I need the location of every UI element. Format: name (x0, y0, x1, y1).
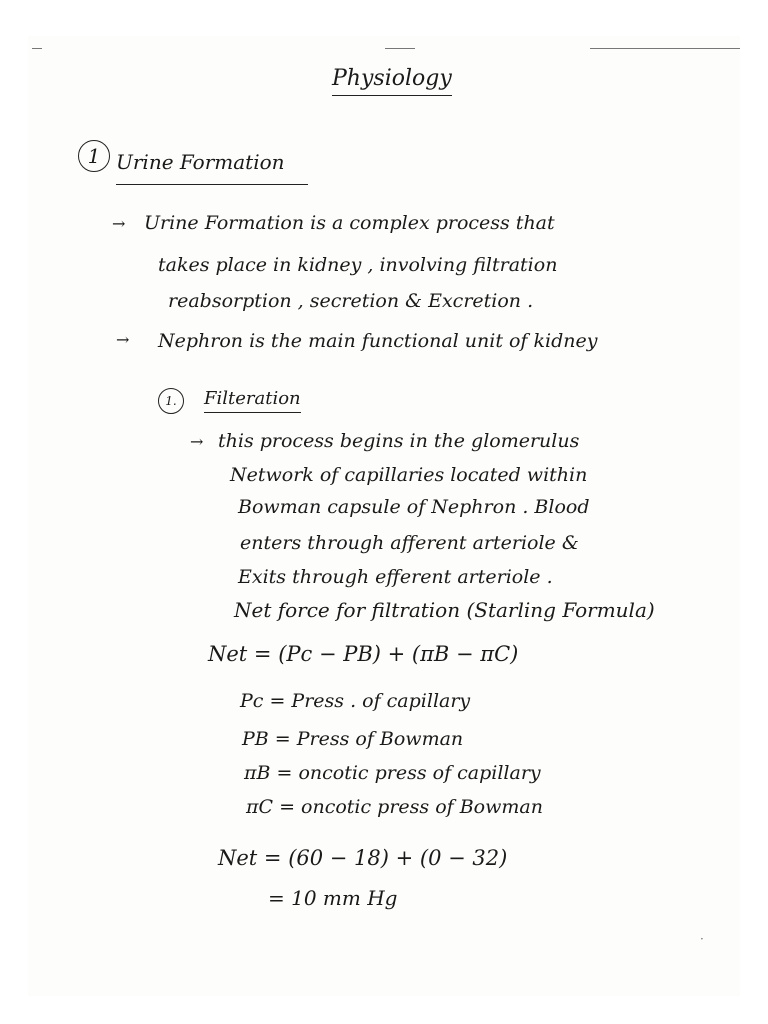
definition-pc: Pc = Press . of capillary (240, 690, 471, 712)
filtration-line-4: enters through afferent arteriole & (240, 532, 579, 554)
subsection-number-badge: 1. (158, 388, 184, 414)
bullet-arrow-icon: → (190, 432, 204, 451)
intro-line-1: Urine Formation is a complex process that (144, 212, 555, 234)
bullet-arrow-icon: → (116, 330, 130, 349)
filtration-line-2: Network of capillaries located within (230, 464, 588, 486)
page-title: Physiology (332, 66, 452, 96)
section-number-badge: 1 (78, 140, 110, 172)
page-edge-mark (32, 48, 42, 49)
filtration-line-5: Exits through efferent arteriole . (238, 566, 553, 588)
subsection-title: Filteration (204, 388, 301, 413)
bullet-arrow-icon: → (112, 214, 126, 233)
section-title: Urine Formation (116, 150, 285, 174)
net-formula: Net = (Pc − PB) + (πB − πC) (208, 642, 519, 666)
page-speck: · (700, 932, 704, 946)
filtration-line-1: this process begins in the glomerulus (218, 430, 580, 452)
page-top-rule (385, 48, 415, 49)
intro-line-3: reabsorption , secretion & Excretion . (168, 290, 534, 312)
page-top-rule-right (590, 48, 740, 49)
nephron-line: Nephron is the main functional unit of kidney (158, 330, 598, 352)
definition-pb: PB = Press of Bowman (242, 728, 464, 750)
result-line: = 10 mm Hg (268, 886, 398, 910)
calculation-line: Net = (60 − 18) + (0 − 32) (218, 846, 508, 870)
filtration-line-3: Bowman capsule of Nephron . Blood (238, 496, 590, 518)
intro-line-2: takes place in kidney , involving filtration (158, 254, 558, 276)
definition-pi-b: πB = oncotic press of capillary (244, 762, 541, 784)
net-force-label: Net force for filtration (Starling Formula) (234, 598, 655, 622)
definition-pi-c: πC = oncotic press of Bowman (246, 796, 543, 818)
